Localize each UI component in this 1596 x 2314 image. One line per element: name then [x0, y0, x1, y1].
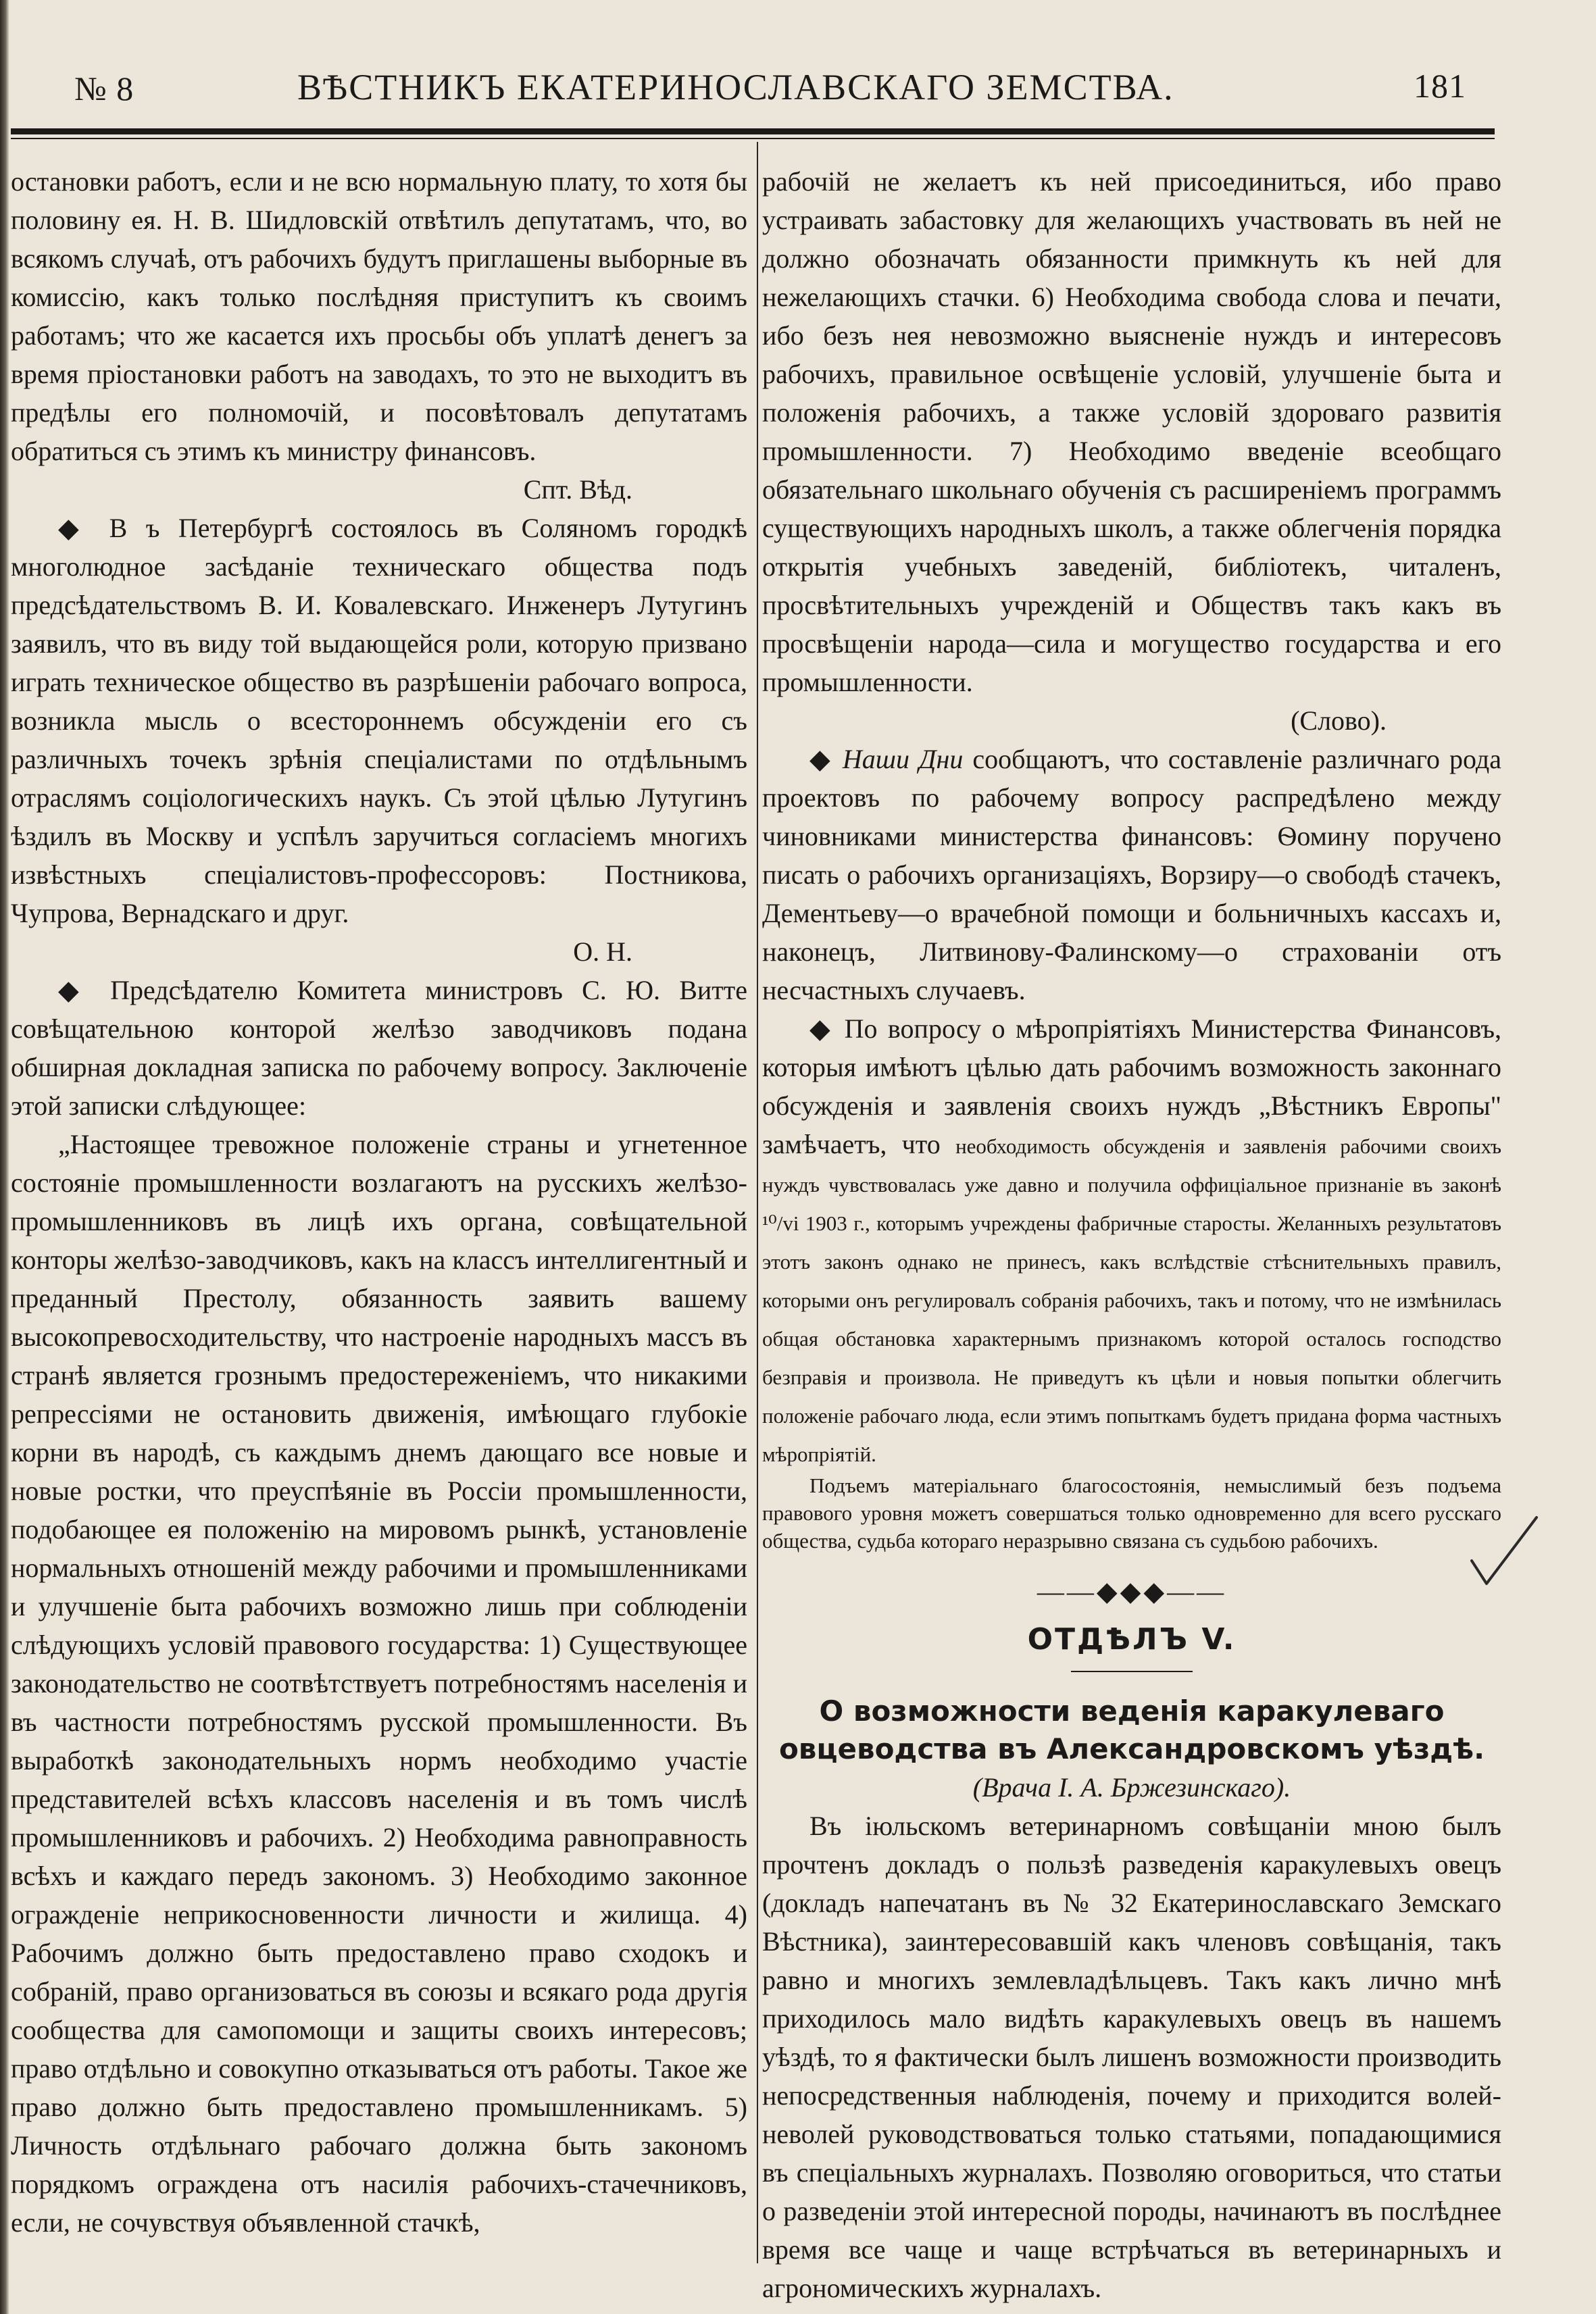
page-number: 181	[1414, 67, 1466, 105]
source-o-n: О. Н.	[573, 936, 632, 967]
source-slovo: (Слово).	[1291, 705, 1387, 736]
column-divider	[757, 142, 758, 2263]
right-column	[762, 162, 1501, 2307]
journal-title: ВѢСТНИКЪ ЕКАТЕРИНОСЛАВСКАГО ЗЕМСТВА.	[297, 67, 1174, 107]
page-header	[61, 59, 1514, 114]
article-byline: (Врача І. А. Бржезинскаго).	[972, 1772, 1291, 1803]
left-column	[11, 162, 747, 2242]
paragraph-text: По вопросу о мѣропріятіяхъ Министерства Финансовъ, которыя имѣютъ цѣлью дать рабочимъ возможность законнаго обсужденія и заявленія своихъ нуждъ „Вѣстникъ Европы" замѣчаетъ, что	[762, 1013, 1501, 1159]
bullet-icon: ◆	[809, 1013, 834, 1044]
bullet-icon: ◆	[58, 975, 91, 1005]
article-title: О возможности веденія каракулеваго овцеводства въ Александровскомъ уѣздѣ.	[778, 1694, 1485, 1765]
handwritten-checkmark-icon	[1466, 1513, 1541, 1588]
bullet-icon: ◆	[809, 744, 833, 774]
paragraph-memo-quote: „Настоящее тревожное положеніе страны и угнетенное состояніе промышленности возлагаютъ на русскихъ желѣзо-промышленниковъ въ лицѣ ихъ органа, совѣщательной конторы желѣзо-заводчиковъ, какъ на классъ интеллигентный и преданный Престолу, обязанность заявить вашему высокопревосходительству, что настроеніе народныхъ массъ въ странѣ является грознымъ предостереженіемъ, что никакими репрессіями не остановить движенія, имѣющаго глубокіе корни въ народѣ, съ каждымъ днемъ дающаго все новые и новые ростки, что преуспѣяніе въ Россіи промышленности, подобающее ея положенію на мировомъ рынкѣ, установленіе нормальныхъ отношеній между рабочими и промышленниками и улучшеніе быта рабочихъ возможно лишь при соблюденіи слѣдующихъ условій правового государства: 1) Существующее законодательство не соотвѣтствуетъ потребностямъ населенія и въ частности потребностямъ русской промышленности. Въ выработкѣ законодательныхъ нормъ необходимо участіе представителей всѣхъ классовъ населенія и въ томъ числѣ промышленниковъ и рабочихъ. 2) Необходима равноправность всѣхъ и каждаго передъ закономъ. 3) Необходимо законное огражденіе неприкосновенности личности и жилища. 4) Рабочимъ должно быть предоставлено право сходокъ и собраній, право организоваться въ союзы и всякаго рода другія сообщества для самопомощи и защиты своихъ интересовъ; право отдѣльно и совокупно отказываться отъ работы. Такое же право должно быть предоставлено промышленникамъ. 5) Личность отдѣльнаго рабочаго должна быть закономъ порядкомъ ограждена отъ насилія рабочихъ-стачечниковъ, если, не сочувствуя объявленной стачкѣ,	[11, 1129, 747, 2238]
header-rule-thin	[11, 138, 1495, 139]
header-rule-thick	[11, 128, 1495, 134]
source-spt-ved: Спт. Вѣд.	[523, 474, 632, 505]
section-divider-ornament: ——◆◆◆——	[1037, 1576, 1227, 1607]
bullet-icon: ◆	[58, 513, 91, 543]
paragraph-vestnik-evropy	[762, 1009, 1501, 1472]
issue-number: № 8	[74, 70, 134, 107]
page-binding-edge	[0, 0, 9, 2314]
section-title: ОТДѢЛЪ V.	[1027, 1622, 1237, 1657]
paragraph-text: Предсѣдателю Комитета министровъ С. Ю. Витте совѣщательною конторой желѣзо заводчиковъ подана обширная докладная записка по рабочему вопросу. Заключеніе этой записки слѣдующее:	[11, 975, 748, 1121]
paragraph-memo-continued: рабочій не желаетъ къ ней присоединиться, ибо право устраивать забастовку для желающихъ участвовать въ ней не должно обозначать обязанности примкнуть къ ней для нежелающихъ стачки. 6) Необходима свобода слова и печати, ибо безъ нея невозможно выясненіе нуждъ и интересовъ рабочихъ, правильное освѣщеніе условій, улучшеніе быта и положенія рабочихъ, а также условій здороваго развитія промышленности. 7) Необходимо введеніе всеобщаго обязательнаго школьнаго обученія съ расширеніемъ программъ существующихъ народныхъ школъ, а также облегченія порядка открытія учебныхъ заведеній, библіотекъ, читаленъ, просвѣтительныхъ учрежденій и Обществъ такъ какъ въ просвѣщеніи народа—сила и могущество государства и его промышленности.	[762, 166, 1501, 697]
paragraph-text: сообщаютъ, что составленіе различнаго рода проектовъ по рабочему вопросу распредѣлено между чиновниками министерства финансовъ: Ѳомину поручено писать о рабочихъ организаціяхъ, Ворзиру—о свободѣ стачекъ, Дементьеву—о врачебной помощи и больничныхъ кассахъ и, наконецъ, Литвинову-Фалинскому—о страхованіи отъ несчастныхъ случаевъ.	[762, 744, 1502, 1005]
publication-name: Наши Дни	[842, 744, 964, 774]
paragraph-shidlovsky: остановки работъ, если и не всю нормальную плату, то хотя бы половину ея. Н. В. Шидловскій отвѣтилъ депутатамъ, что, во всякомъ случаѣ, отъ рабочихъ будутъ приглашены выборные въ комиссію, какъ только послѣдняя приступитъ къ своимъ работамъ; что же касается ихъ просьбы объ уплатѣ денегъ за время пріостановки работъ на заводахъ, то это не выходитъ въ предѣлы его полномочій, и посовѣтовалъ депутатамъ обратиться съ этимъ къ министру финансовъ.	[11, 166, 747, 466]
paragraph-nashi-dni	[762, 740, 1501, 1009]
paragraph-technical-society	[11, 509, 747, 932]
quoted-text-small: необходимость обсужденія и заявленія рабочими своихъ нуждъ чувствовалась уже давно и получила оффиціальное признаніе въ законѣ ¹⁰/vi 1903 г., которымъ учреждены фабричные старосты. Желанныхъ результатовъ этотъ законъ однако не принесъ, какъ вслѣдствіе стѣснительныхъ правилъ, которыми онъ регулировалъ собранія рабочихъ, такъ и потому, что не измѣнилась общая обстановка характернымъ признакомъ которой осталось господство безправія и произвола. Не приведутъ къ цѣли и новыя попытки облегчить положеніе рабочаго люда, если этимъ попыткамъ будетъ придана форма частныхъ мѣропріятій.	[762, 1134, 1502, 1466]
paragraph-witte	[11, 971, 747, 1125]
article-paragraph: Въ іюльскомъ ветеринарномъ совѣщаніи мною былъ прочтенъ докладъ о пользѣ разведенія каракулевыхъ овецъ (докладъ напечатанъ въ № 32 Екатеринославскаго Земскаго Вѣстника), заинтересовавшій какъ членовъ совѣщанія, такъ равно и многихъ землевладѣльцевъ. Такъ какъ лично мнѣ приходилось мало видѣть каракулевыхъ овецъ въ нашемъ уѣздѣ, то я фактически былъ лишенъ возможности производить непосредственныя наблюденія, почему и приходится волей-неволей руководствоваться только статьями, попадающимися въ спеціальныхъ журналахъ. Позволяю оговориться, что статьи о разведеніи этой интересной породы, начинаютъ въ послѣднее время все чаще и чаще встрѣчаться въ ветеринарныхъ и агрономическихъ журналахъ.	[762, 1811, 1501, 2303]
paragraph-text: В ъ Петербургѣ состоялось въ Соляномъ городкѣ многолюдное засѣданіе техническаго общества подъ предсѣдательствомъ В. И. Ковалевскаго. Инженеръ Лутугинъ заявилъ, что въ виду той выдающейся роли, которую призвано играть техническое общество въ разрѣшеніи рабочаго вопроса, возникла мысль о всестороннемъ обсужденіи его съ различныхъ точекъ зрѣнія спеціалистами по отдѣльнымъ отраслямъ соціологическихъ наукъ. Съ этой цѣлью Лутугинъ ѣздилъ въ Москву и успѣлъ заручиться согласіемъ многихъ извѣстныхъ спеціалистовъ-профессоровъ: Постникова, Чупрова, Вернадскаго и друг.	[11, 513, 747, 928]
paragraph-conclusion-small: Подъемъ матеріальнаго благосостоянія, немыслимый безъ подъема правового уровня можетъ совершаться только одновременно для всего русскаго общества, судьба котораго неразрывно связана съ судьбою рабочихъ.	[762, 1474, 1501, 1553]
section-rule	[1071, 1671, 1193, 1672]
